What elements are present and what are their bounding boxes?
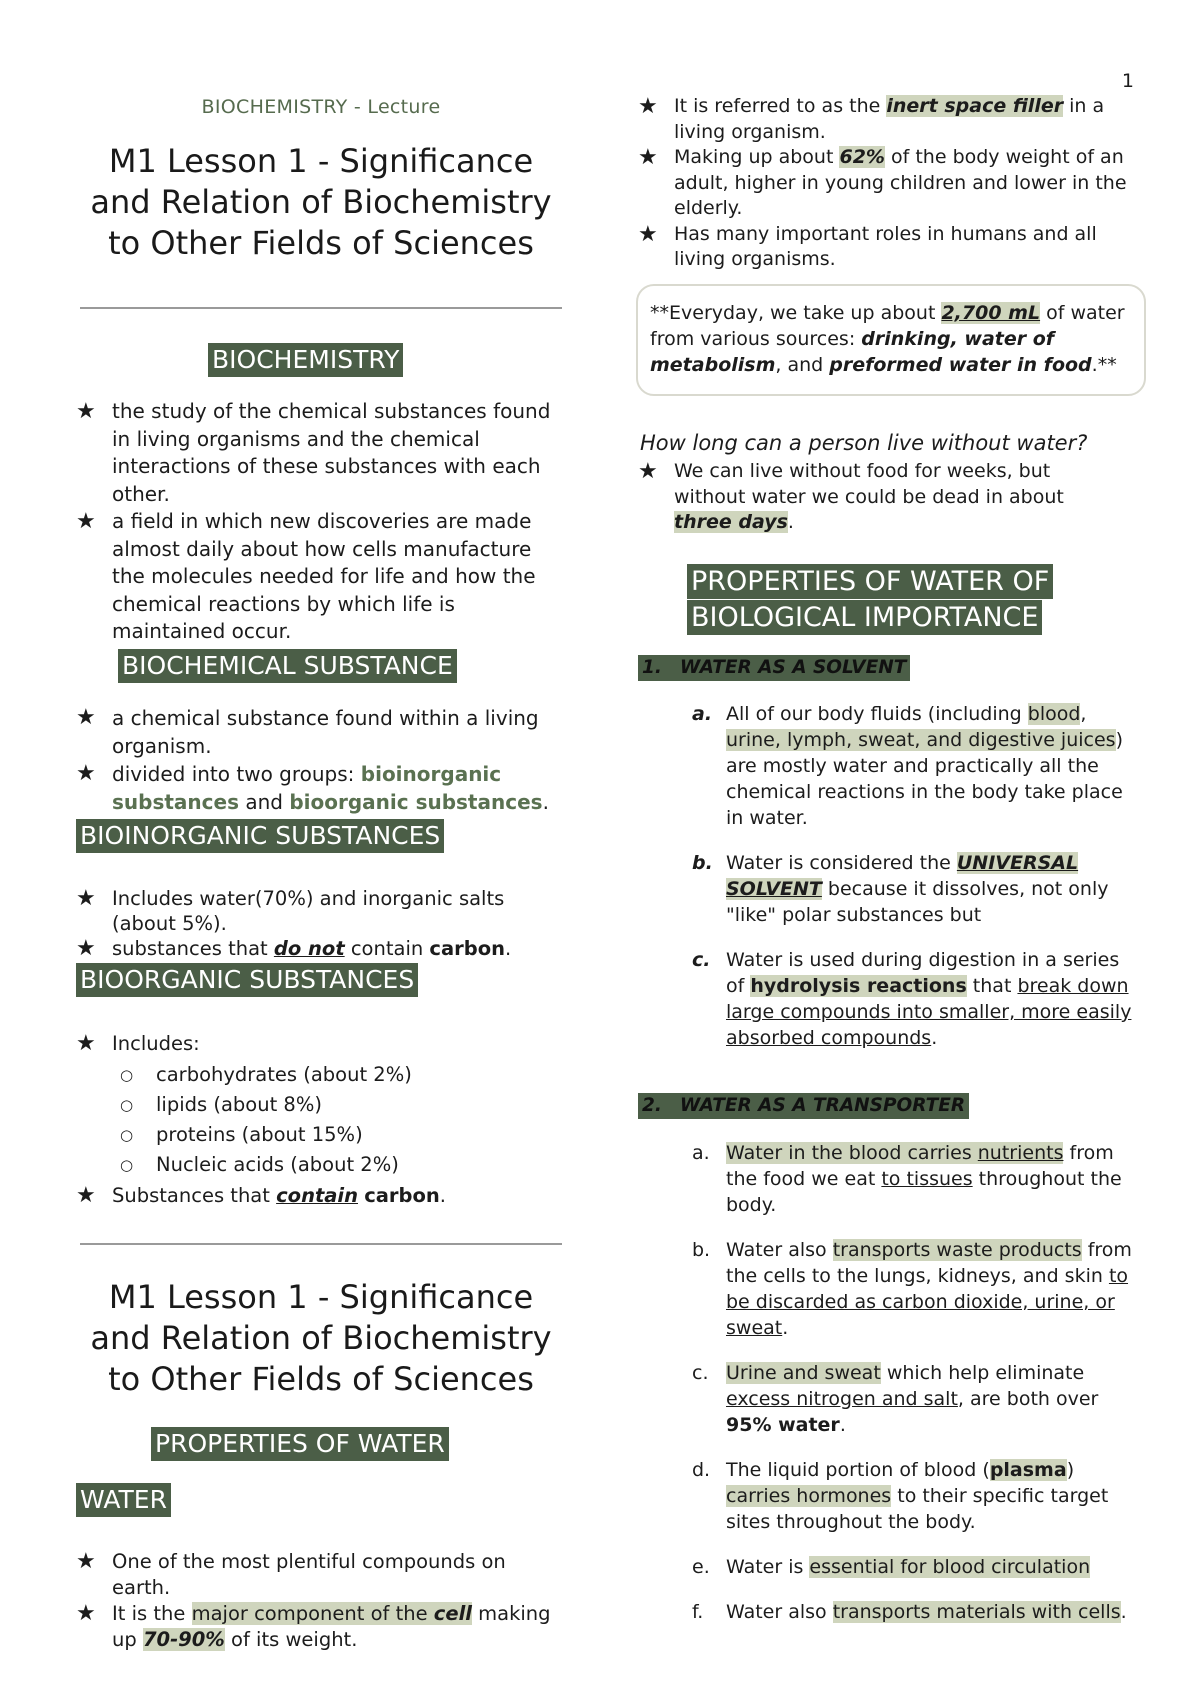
bioorganic-sublist — [112, 1060, 566, 1180]
list-item: a. All of our body fluids (including blood, urine, lymph, sweat, and digestive juices) are mostly water and practically all the chemical reactions in the body take place in water. — [692, 703, 1123, 829]
lesson-title-2: M1 Lesson 1 - Significance and Relation of Biochemistry to Other Fields of Sciences — [90, 1278, 552, 1398]
list-item: ★ Includes water(70%) and inorganic salts (about 5%). — [76, 886, 566, 936]
list-item: ★ It is the major component of the cell making up 70-90% of its weight. — [76, 1601, 566, 1653]
banner-properties-biological: PROPERTIES OF WATER OF BIOLOGICAL IMPORTANCE — [687, 564, 1053, 636]
bioinorganic-bullets — [76, 886, 566, 961]
list-item: ★ the study of the chemical substances found in living organisms and the chemical interactions of these substances with each other. — [76, 398, 566, 508]
transporter-list — [692, 1140, 1142, 1644]
question-heading: How long can a person live without water? — [640, 431, 1088, 455]
page-number: 1 — [1121, 70, 1134, 92]
list-item: e. Water is essential for blood circulation — [692, 1556, 1091, 1578]
banner-properties-of-water: PROPERTIES OF WATER — [151, 1427, 449, 1461]
banner-water: WATER — [76, 1483, 171, 1517]
water-bullets — [76, 1549, 566, 1653]
list-item: ★ a chemical substance found within a living organism. — [76, 704, 566, 760]
list-item: ★ substances that do not contain carbon. — [76, 936, 566, 961]
banner-biochemical-substance: BIOCHEMICAL SUBSTANCE — [118, 649, 457, 683]
list-item: ★ One of the most plentiful compounds on earth. — [76, 1549, 566, 1601]
section-heading-solvent: 1. WATER AS A SOLVENT — [638, 655, 910, 681]
list-item: ○ Nucleic acids (about 2%) — [112, 1150, 566, 1180]
list-item: ○ proteins (about 15%) — [112, 1120, 566, 1150]
water-intro-bullets — [638, 94, 1138, 273]
list-item: ★ Includes: ○ carbohydrates (about 2%) ○ lipids (about 8%) ○ proteins (about 15%) ○ Nucleic acids (about 2%) — [76, 1030, 566, 1180]
list-item: a. Water in the blood carries nutrients from the food we eat to tissues throughout the body. — [692, 1142, 1122, 1216]
list-item: d. The liquid portion of blood (plasma) carries hormones to their specific target sites throughout the body. — [692, 1459, 1109, 1533]
list-item: ★ Substances that contain carbon. — [76, 1182, 566, 1210]
list-item: ★ Making up about 62% of the body weight of an adult, higher in young children and lower in the elderly. — [638, 145, 1138, 222]
list-item: ★ It is referred to as the inert space filler in a living organism. — [638, 94, 1138, 145]
list-item: b. Water also transports waste products from the cells to the lungs, kidneys, and skin to be discarded as carbon dioxide, urine, or sweat. — [692, 1239, 1132, 1339]
banner-bioorganic: BIOORGANIC SUBSTANCES — [76, 963, 418, 997]
solvent-list — [692, 701, 1142, 1070]
list-item: ★ a field in which new discoveries are made almost daily about how cells manufacture the molecules needed for life and how the chemical reactions by which life is maintained occur. — [76, 508, 566, 646]
list-item: ★ We can live without food for weeks, but without water we could be dead in about three days. — [638, 459, 1118, 536]
list-item: ○ carbohydrates (about 2%) — [112, 1060, 566, 1090]
divider — [80, 307, 562, 309]
lecture-subtitle: BIOCHEMISTRY - Lecture — [201, 96, 441, 118]
question-bullets — [638, 459, 1118, 536]
list-item: f. Water also transports materials with cells. — [692, 1601, 1127, 1623]
lesson-title: M1 Lesson 1 - Significance and Relation of Biochemistry to Other Fields of Sciences — [90, 142, 552, 262]
banner-bioinorganic: BIOINORGANIC SUBSTANCES — [76, 819, 444, 853]
bioorganic-bullets — [76, 1030, 566, 1210]
water-intake-callout: **Everyday, we take up about 2,700 mL of water from various sources: drinking, water of metabolism, and preformed water in food.** — [636, 284, 1146, 396]
banner-biochemistry: BIOCHEMISTRY — [208, 343, 403, 377]
substance-bullets — [76, 704, 566, 816]
divider — [80, 1243, 562, 1245]
biochemistry-bullets — [76, 398, 566, 646]
list-item: c. Water is used during digestion in a series of hydrolysis reactions that break down large compounds into smaller, more easily absorbed compounds. — [692, 949, 1132, 1049]
section-heading-transporter: 2. WATER AS A TRANSPORTER — [638, 1093, 969, 1119]
list-item: c. Urine and sweat which help eliminate excess nitrogen and salt, are both over 95% water. — [692, 1362, 1099, 1436]
list-item: ★ Has many important roles in humans and all living organisms. — [638, 222, 1138, 273]
list-item: ★ divided into two groups: bioinorganic substances and bioorganic substances. — [76, 760, 566, 816]
list-item: ○ lipids (about 8%) — [112, 1090, 566, 1120]
list-item: b. Water is considered the UNIVERSAL SOLVENT because it dissolves, not only "like" polar substances but — [692, 852, 1109, 926]
